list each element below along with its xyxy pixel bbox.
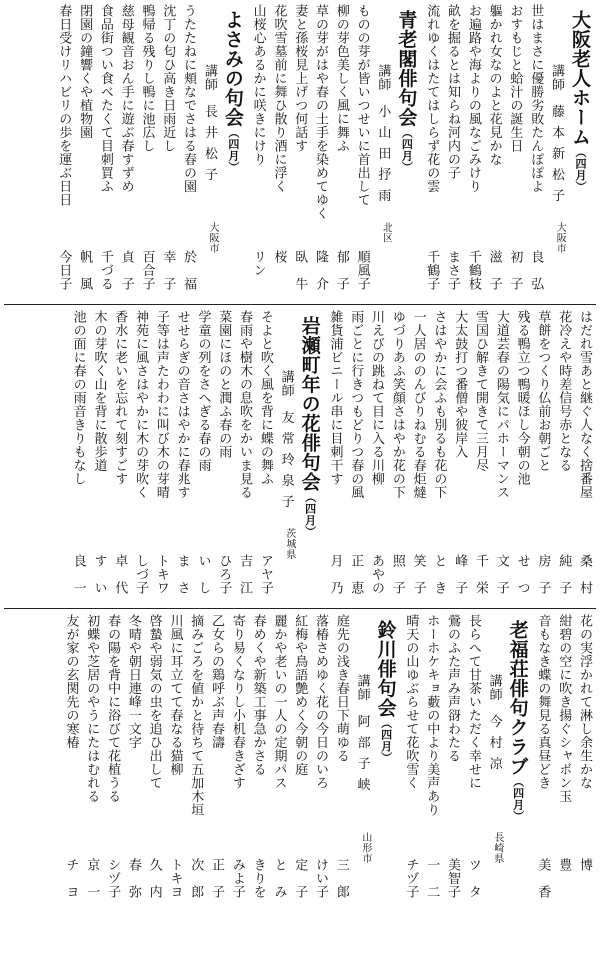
- haiku-line: [365, 310, 386, 604]
- haiku-author: 房 子: [535, 554, 551, 595]
- haiku-line: [88, 310, 109, 604]
- haiku-text: 川えびの跳ねて目に入る川柳: [369, 310, 385, 486]
- haiku-author: 幸 子: [160, 250, 176, 291]
- haiku-author: ツ タ: [465, 858, 481, 899]
- haiku-text: 鴨帰る残りし鴨に池広し: [139, 4, 155, 153]
- haiku-line: [268, 4, 289, 300]
- haiku-text: 寄り易くなりし小机春きざす: [229, 614, 245, 790]
- haiku-line: [136, 4, 157, 300]
- haiku-text: 春雨や樹木の息吹をかいま見る: [237, 310, 253, 499]
- haiku-author: 久 内: [146, 858, 162, 899]
- haiku-line: [420, 614, 441, 908]
- haiku-line: [428, 310, 449, 604]
- teacher-line: [351, 614, 372, 968]
- haiku-line: [573, 614, 594, 908]
- haiku-text: 閉園の鐘響くや植物園: [77, 4, 93, 139]
- haiku-text: 木の芽吹く山を背に散歩道: [91, 310, 107, 472]
- haiku-author: 正 子: [209, 858, 225, 899]
- haiku-author: 文 子: [493, 554, 509, 595]
- haiku-author: 豊: [556, 858, 572, 872]
- haiku-author: トキヨ: [167, 858, 183, 899]
- teacher-name: 小山田抒雨: [375, 104, 391, 210]
- haiku-author: す い: [91, 554, 107, 595]
- teacher-name: 長井松子: [201, 104, 217, 189]
- group-title-text: 鈴川俳句会: [374, 620, 397, 718]
- teacher-line: [545, 4, 566, 360]
- haiku-line: [469, 310, 490, 604]
- haiku-line: [122, 614, 143, 908]
- haiku-line: [247, 4, 268, 300]
- haiku-line: [254, 310, 275, 604]
- haiku-author: 次 郎: [188, 858, 204, 899]
- haiku-line: [344, 310, 365, 604]
- haiku-line: [94, 4, 115, 300]
- haiku-author: きりを: [250, 858, 266, 899]
- group-month: （四月）: [303, 491, 317, 538]
- group-month: （四月）: [226, 127, 240, 173]
- teacher-prefecture: 山形市: [359, 832, 371, 864]
- haiku-text: 長らへて甘茶いただく幸せに: [465, 614, 481, 790]
- teacher-label: 講師: [486, 674, 502, 701]
- haiku-text: 大道芸春の陽気にパホーマンス: [493, 310, 509, 499]
- haiku-author: チヅ子: [403, 858, 419, 899]
- haiku-author: しづ子: [133, 554, 149, 595]
- haiku-text: せせらぎの音さはやかに春兆す: [174, 310, 190, 499]
- haiku-author: 吉 江: [237, 554, 253, 595]
- haiku-text: 初蝶や芝居のやうにたはむれる: [84, 614, 100, 803]
- teacher-prefecture: 北区: [380, 222, 392, 243]
- haiku-line: [80, 614, 101, 908]
- haiku-line: [483, 4, 504, 300]
- tier-middle: [6, 310, 594, 604]
- haiku-author: チ ヨ: [63, 858, 79, 899]
- haiku-line: [532, 310, 553, 604]
- haiku-author: 良 弘: [528, 250, 544, 291]
- haiku-line: [108, 310, 129, 604]
- haiku-author: リン: [250, 250, 266, 277]
- haiku-text: 柳の芽色美しく風に舞ふ: [333, 4, 349, 153]
- haiku-text: 庭先の浅き春日下萌ゆる: [333, 614, 349, 763]
- haiku-text: 友が家の玄関先の寒椿: [63, 614, 79, 749]
- haiku-text: 世はまさに優勝劣敗たんぽぽよ: [528, 4, 544, 193]
- haiku-text: 花冷えや時差信号赤となる: [556, 310, 572, 472]
- haiku-author: 初 子: [507, 250, 523, 291]
- haiku-text: 春めくや新築工事急かさる: [250, 614, 266, 776]
- haiku-line: [226, 614, 247, 908]
- haiku-author: けい子: [313, 858, 329, 899]
- haiku-line: [573, 310, 594, 604]
- haiku-line: [129, 310, 150, 604]
- haiku-text: 雑貨浦ビニール串に目刺干す: [327, 310, 343, 486]
- haiku-line: [441, 4, 462, 300]
- group-month: （四月）: [379, 717, 393, 764]
- haiku-author: 今日子: [56, 250, 72, 291]
- teacher-name: 友常玲泉子: [278, 410, 294, 516]
- teacher-line: [198, 4, 219, 360]
- haiku-author: 千 栄: [473, 554, 489, 595]
- group-title: [566, 4, 594, 306]
- haiku-author: シヅ子: [105, 858, 121, 899]
- haiku-line: [212, 310, 233, 604]
- teacher-name: 藤本新松子: [549, 104, 564, 210]
- haiku-line: [184, 614, 205, 908]
- haiku-line: [115, 4, 136, 300]
- haiku-author: 隆 介: [313, 250, 329, 291]
- haiku-line: [532, 614, 553, 908]
- haiku-line: [330, 614, 351, 908]
- teacher-line: [275, 310, 296, 664]
- teacher-prefecture: 茨城県: [283, 528, 295, 560]
- haiku-text: 川風に耳立てて春なる猫柳: [167, 614, 183, 776]
- haiku-line: [407, 310, 428, 604]
- haiku-author: みよ子: [229, 858, 245, 899]
- haiku-line: [309, 4, 330, 300]
- haiku-text: お遍路や海よりの風なごみけり: [465, 4, 481, 193]
- haiku-author: 百合子: [139, 250, 155, 291]
- haiku-text: 啓蟄や弱気の虫を追ひ出して: [146, 614, 162, 790]
- haiku-text: 菜園にほのと潤ふ春の雨: [216, 310, 232, 459]
- haiku-text: 沈丁の匂ひ高き日雨近し: [160, 4, 176, 153]
- haiku-text: 学童の列をさへぎる春の雨: [195, 310, 211, 472]
- haiku-author: トキワ: [153, 554, 169, 595]
- haiku-line: [177, 4, 198, 300]
- haiku-line: [552, 310, 573, 604]
- group-title-text: 老福荘俳句クラブ: [506, 620, 529, 776]
- haiku-author: 春 弥: [125, 858, 141, 899]
- haiku-author: あやの: [369, 554, 385, 595]
- haiku-author: 照 子: [389, 554, 405, 595]
- haiku-author: 郁 子: [333, 250, 349, 291]
- group-title: [504, 614, 532, 914]
- haiku-line: [448, 310, 469, 604]
- teacher-name: 阿部子峡: [354, 714, 370, 799]
- haiku-line: [309, 614, 330, 908]
- haiku-text: 軀かれ女なのよと花見かな: [486, 4, 502, 166]
- haiku-text: 妻と孫桜見上げつ何話す: [292, 4, 308, 153]
- haiku-line: [504, 4, 525, 300]
- haiku-line: [52, 4, 73, 300]
- haiku-line: [511, 310, 532, 604]
- haiku-text: 雪国ひ解きて開きて三月尽: [473, 310, 489, 472]
- haiku-line: [441, 614, 462, 908]
- haiku-text: はだれ雪あと継ぐ人なく捨番屋: [577, 310, 592, 499]
- haiku-text: 鶯のふた声み声谺わたる: [445, 614, 461, 763]
- teacher-label: 講師: [201, 64, 217, 91]
- group-title: [392, 4, 420, 306]
- group-title: [219, 4, 247, 306]
- haiku-line: [386, 310, 407, 604]
- haiku-line: [288, 4, 309, 300]
- haiku-text: 草の芽がはや春の土手を染めてゆく: [313, 4, 329, 220]
- group-title: [296, 310, 324, 610]
- teacher-prefecture: 長崎県: [491, 832, 503, 864]
- haiku-text: 花の実浮かれて淋し余生かな: [577, 614, 592, 790]
- teacher-label: 講師: [375, 64, 391, 91]
- haiku-line: [351, 4, 372, 300]
- teacher-name: 今村凉: [486, 714, 502, 778]
- haiku-text: 摘みごろを値かと待ちて五加木垣: [188, 614, 204, 817]
- haiku-line: [400, 614, 421, 908]
- haiku-author: と き: [431, 554, 447, 595]
- haiku-line: [67, 310, 88, 604]
- haiku-text: 香水に老いを忘れて刻すごす: [112, 310, 128, 486]
- haiku-line: [330, 4, 351, 300]
- haiku-text: 一人居ののんびりねむる春炬燵: [410, 310, 426, 499]
- haiku-line: [192, 310, 213, 604]
- haiku-line: [324, 310, 345, 604]
- haiku-line: [164, 614, 185, 908]
- teacher-prefecture: 大阪市: [554, 222, 566, 254]
- haiku-line: [268, 614, 289, 908]
- haiku-text: 麗かや老いの一人の定期パス: [271, 614, 287, 790]
- haiku-author: 京 一: [84, 858, 100, 899]
- haiku-text: そよと吹く風を背に蝶の舞ふ: [257, 310, 273, 486]
- haiku-author: 桜: [271, 250, 287, 264]
- haiku-author: 笑 子: [410, 554, 426, 595]
- haiku-line: [420, 4, 441, 300]
- haiku-line: [462, 4, 483, 300]
- group-title-text: よさみの句会: [221, 10, 244, 127]
- teacher-label: 講師: [354, 674, 370, 701]
- tier-divider: [4, 304, 596, 305]
- haiku-text: 落椿さめゆく花の今日のいろ: [313, 614, 329, 790]
- haiku-text: 紺碧の空に吹き揚ぐシャボン玉: [556, 614, 572, 803]
- haiku-text: さはやかに会ふも別るも花の下: [431, 310, 447, 499]
- haiku-author: 卓 代: [112, 554, 128, 595]
- haiku-author: 純 子: [556, 554, 572, 595]
- haiku-line: [73, 4, 94, 300]
- haiku-author: 滋 子: [486, 250, 502, 291]
- haiku-text: ものの芽が皆いつせいに首出して: [354, 4, 370, 207]
- haiku-author: 峰 子: [452, 554, 468, 595]
- haiku-author: 月 乃: [327, 554, 343, 595]
- haiku-text: うたたねに頬なでさはる春の園: [181, 4, 197, 193]
- haiku-line: [171, 310, 192, 604]
- haiku-line: [156, 4, 177, 300]
- haiku-line: [150, 310, 171, 604]
- haiku-text: 山桜心あるかに咲きにけり: [250, 4, 266, 166]
- haiku-text: 子等は声たわわに叫び木の芽晴: [153, 310, 169, 499]
- teacher-label: 講師: [549, 64, 564, 91]
- haiku-author: 正 恵: [348, 554, 364, 595]
- haiku-text: ゆづりあふ笑顔さはやか花の下: [389, 310, 405, 499]
- haiku-text: 音もなき蝶の舞見る真昼どき: [535, 614, 551, 790]
- haiku-author: と み: [271, 858, 287, 899]
- haiku-text: 池の面に春の雨音きりもなし: [70, 310, 86, 486]
- haiku-line: [101, 614, 122, 908]
- haiku-author: 帆 風: [77, 250, 93, 291]
- haiku-text: 大太鼓打つ番僧や彼岸入: [452, 310, 468, 459]
- haiku-author: 於 福: [181, 250, 197, 291]
- tier-bottom: [6, 614, 594, 908]
- haiku-text: 雨ごとに行きつもどりつ春の風: [348, 310, 364, 499]
- haiku-author: 千鶴枝: [465, 250, 481, 291]
- haiku-author: 桑 村: [577, 554, 592, 595]
- group-title: [372, 614, 400, 914]
- haiku-line: [462, 614, 483, 908]
- haiku-author: 千づる: [97, 250, 113, 291]
- haiku-author: 良 一: [70, 554, 86, 595]
- haiku-author: 一 二: [424, 858, 440, 899]
- group-month: （四月）: [574, 146, 587, 193]
- haiku-author: せ つ: [514, 554, 530, 595]
- haiku-text: 乙女らの鶏呼ぶ声春濤: [209, 614, 225, 749]
- haiku-text: 春日受けリハビリの歩を運ぶ日日: [56, 4, 72, 207]
- haiku-line: [60, 614, 81, 908]
- haiku-text: おすもじと蛤汁の誕生日: [507, 4, 523, 153]
- haiku-text: 晴天の山ゆぶらせて花吹雪く: [403, 614, 419, 790]
- haiku-text: 食品街つい食べたくて目刺買ふ: [97, 4, 113, 193]
- haiku-text: 畝を掘るとは知らね河内の子: [445, 4, 461, 180]
- haiku-author: 美 香: [535, 858, 551, 899]
- haiku-text: 神苑に風さはやかに木の芽吹く: [133, 310, 149, 499]
- tier-top: [6, 4, 594, 300]
- haiku-line: [288, 614, 309, 908]
- haiku-line: [233, 310, 254, 604]
- haiku-author: い し: [195, 554, 211, 595]
- teacher-prefecture: 大阪市: [207, 222, 219, 254]
- haiku-text: 春の陽を背中に浴びて花植うる: [105, 614, 121, 803]
- haiku-author: 臥 牛: [292, 250, 308, 291]
- haiku-text: 慈母観音おん手に遊ぶ春すずめ: [118, 4, 134, 193]
- haiku-author: まさ子: [445, 250, 461, 291]
- haiku-line: [552, 614, 573, 908]
- haiku-text: 冬晴や朝日連峰一文字: [125, 614, 141, 749]
- group-title-text: 大阪老人ホーム: [569, 10, 591, 147]
- teacher-line: [372, 4, 393, 360]
- haiku-author: 千鶴子: [424, 250, 440, 291]
- group-title-text: 青老閣俳句会: [395, 10, 418, 127]
- haiku-author: 貞 子: [118, 250, 134, 291]
- haiku-text: ホーホケキョ藪の中より美声あり: [424, 614, 440, 817]
- haiku-author: ひろ子: [216, 554, 232, 595]
- haiku-line: [205, 614, 226, 908]
- haiku-author: 美智子: [445, 858, 461, 899]
- haiku-text: 残る鴨立つ鴨暖ほし今朝の池: [514, 310, 530, 486]
- group-title-text: 岩瀬町年の花俳句会: [298, 316, 321, 492]
- teacher-line: [483, 614, 504, 968]
- haiku-text: 花吹雪墓前に舞ひ散り酒に浮く: [271, 4, 287, 193]
- teacher-label: 講師: [278, 370, 294, 397]
- group-month: （四月）: [400, 127, 414, 173]
- haiku-text: 流れゆくはたてはしらず花の雲: [424, 4, 440, 193]
- haiku-text: 紅梅や鳥語艶めく今朝の庭: [292, 614, 308, 776]
- group-month: （四月）: [511, 776, 525, 822]
- haiku-author: 定 子: [292, 858, 308, 899]
- haiku-text: 草餅をつくり仏前お朝ごと: [535, 310, 551, 472]
- haiku-line: [247, 614, 268, 908]
- haiku-line: [490, 310, 511, 604]
- haiku-author: アヤ子: [257, 554, 273, 595]
- haiku-author: ま さ: [174, 554, 190, 595]
- haiku-line: [143, 614, 164, 908]
- haiku-line: [524, 4, 545, 300]
- haiku-author: 三 郎: [333, 858, 349, 899]
- haiku-author: 博: [577, 858, 592, 872]
- haiku-author: 順風子: [354, 250, 370, 291]
